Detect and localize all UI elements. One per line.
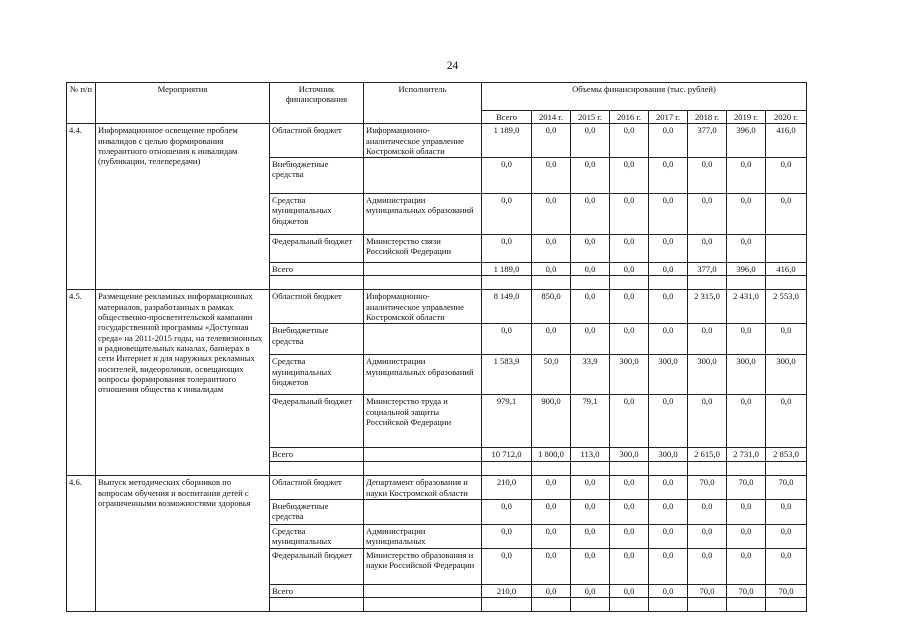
header-col: 2020 г.	[766, 111, 807, 124]
amount-cell: 0,0	[649, 124, 688, 158]
amount-cell: 0,0	[482, 499, 532, 524]
empty-cell	[571, 276, 610, 290]
funding-source: Средства муниципальных	[270, 524, 364, 548]
amount-cell: 300,0	[610, 355, 649, 395]
amount-cell: 0,0	[649, 324, 688, 355]
amount-cell: 0,0	[766, 548, 807, 584]
executor: Министерство труда и социальной защиты Российской Федерации	[364, 395, 482, 448]
amount-cell: 0,0	[688, 395, 727, 448]
amount-cell: 300,0	[649, 355, 688, 395]
amount-cell: 416,0	[766, 124, 807, 158]
amount-cell: 300,0	[766, 355, 807, 395]
amount-cell: 0,0	[766, 524, 807, 548]
amount-cell: 0,0	[688, 548, 727, 584]
header-col: 2014 г.	[532, 111, 571, 124]
empty-cell	[270, 597, 364, 611]
amount-cell: 0,0	[532, 263, 571, 276]
amount-cell: 0,0	[727, 524, 766, 548]
empty-cell	[482, 597, 532, 611]
empty-cell	[766, 462, 807, 476]
funding-source: Внебюджетные средства	[270, 158, 364, 194]
header-col: Всего	[482, 111, 532, 124]
amount-cell: 0,0	[571, 584, 610, 597]
amount-cell: 0,0	[649, 263, 688, 276]
amount-cell: 0,0	[766, 395, 807, 448]
funding-source: Всего	[270, 263, 364, 276]
event-description: Выпуск методических сборников по вопросам обучения и воспитания детей с ограниченными возможностями здоровья	[96, 476, 270, 611]
funding-source: Федеральный бюджет	[270, 548, 364, 584]
amount-cell: 0,0	[482, 158, 532, 194]
amount-cell: 0,0	[649, 476, 688, 500]
funding-source: Внебюджетные средства	[270, 324, 364, 355]
amount-cell: 70,0	[727, 584, 766, 597]
amount-cell: 0,0	[571, 158, 610, 194]
empty-cell	[571, 597, 610, 611]
table-body	[67, 124, 807, 612]
executor: Администрации муниципальных образований	[364, 355, 482, 395]
amount-cell: 2 553,0	[766, 290, 807, 324]
amount-cell: 0,0	[610, 395, 649, 448]
amount-cell: 0,0	[610, 584, 649, 597]
executor: Информационно-аналитическое управление Костромской области	[364, 290, 482, 324]
empty-cell	[364, 462, 482, 476]
amount-cell: 0,0	[688, 524, 727, 548]
amount-cell: 0,0	[727, 324, 766, 355]
amount-cell: 70,0	[766, 476, 807, 500]
executor	[364, 324, 482, 355]
amount-cell: 300,0	[688, 355, 727, 395]
amount-cell: 70,0	[688, 584, 727, 597]
amount-cell: 2 431,0	[727, 290, 766, 324]
amount-cell: 396,0	[727, 124, 766, 158]
event-description: Размещение рекламных информационных материалов, разработанных в рамках общественно-просветительской кампании государственной программы «Доступная среда» на 2011-2015 годы, на телевизионных и радиовещательных каналах, баннерах в сети Интернет и для наружных рекламных носителей, видеороликов, освещающих вопросы формирования толерантного отношения общества к инвалидам	[96, 290, 270, 476]
executor: Министерство образования и науки Российской Федерации	[364, 548, 482, 584]
executor	[364, 499, 482, 524]
executor	[364, 584, 482, 597]
amount-cell: 0,0	[766, 194, 807, 235]
empty-cell	[688, 462, 727, 476]
empty-cell	[610, 276, 649, 290]
amount-cell	[766, 235, 807, 263]
amount-cell: 2 731,0	[727, 448, 766, 462]
header-col: 2017 г.	[649, 111, 688, 124]
empty-cell	[364, 597, 482, 611]
header-col: 2016 г.	[610, 111, 649, 124]
amount-cell: 0,0	[532, 499, 571, 524]
amount-cell: 0,0	[610, 476, 649, 500]
amount-cell: 0,0	[532, 476, 571, 500]
header-col: 2015 г.	[571, 111, 610, 124]
header-source: Источник финансирования	[270, 83, 364, 124]
amount-cell: 70,0	[688, 476, 727, 500]
amount-cell: 0,0	[532, 194, 571, 235]
amount-cell: 10 712,0	[482, 448, 532, 462]
amount-cell: 0,0	[727, 158, 766, 194]
amount-cell: 0,0	[610, 324, 649, 355]
amount-cell: 0,0	[610, 499, 649, 524]
empty-cell	[532, 597, 571, 611]
funding-source: Федеральный бюджет	[270, 395, 364, 448]
header-col: 2019 г.	[727, 111, 766, 124]
amount-cell: 0,0	[610, 263, 649, 276]
amount-cell: 900,0	[532, 395, 571, 448]
amount-cell: 0,0	[649, 548, 688, 584]
empty-cell	[688, 276, 727, 290]
amount-cell: 0,0	[610, 158, 649, 194]
amount-cell: 0,0	[688, 158, 727, 194]
header-col: 2018 г.	[688, 111, 727, 124]
amount-cell: 0,0	[532, 584, 571, 597]
amount-cell: 1 189,0	[482, 124, 532, 158]
amount-cell: 0,0	[649, 235, 688, 263]
amount-cell: 0,0	[482, 324, 532, 355]
empty-cell	[649, 597, 688, 611]
amount-cell: 0,0	[610, 235, 649, 263]
amount-cell: 0,0	[532, 124, 571, 158]
amount-cell: 0,0	[649, 290, 688, 324]
amount-cell: 0,0	[688, 324, 727, 355]
amount-cell: 0,0	[532, 524, 571, 548]
amount-cell: 0,0	[688, 235, 727, 263]
amount-cell: 0,0	[532, 158, 571, 194]
amount-cell: 850,0	[532, 290, 571, 324]
executor: Министерство связи Российской Федерации	[364, 235, 482, 263]
event-number: 4.6.	[67, 476, 96, 611]
amount-cell: 210,0	[482, 584, 532, 597]
amount-cell: 2 853,0	[766, 448, 807, 462]
amount-cell: 300,0	[649, 448, 688, 462]
amount-cell: 0,0	[766, 499, 807, 524]
empty-cell	[766, 597, 807, 611]
amount-cell: 0,0	[649, 194, 688, 235]
empty-cell	[727, 276, 766, 290]
empty-cell	[727, 597, 766, 611]
event-number: 4.5.	[67, 290, 96, 476]
funding-source: Областной бюджет	[270, 290, 364, 324]
executor: Департамент образования и науки Костромской области	[364, 476, 482, 500]
empty-cell	[571, 462, 610, 476]
amount-cell: 0,0	[571, 263, 610, 276]
executor: Администрации муниципальных образований	[364, 194, 482, 235]
amount-cell: 0,0	[571, 290, 610, 324]
amount-cell: 0,0	[649, 524, 688, 548]
funding-table	[66, 82, 807, 612]
amount-cell: 0,0	[482, 548, 532, 584]
amount-cell: 2 615,0	[688, 448, 727, 462]
amount-cell: 70,0	[766, 584, 807, 597]
amount-cell: 0,0	[727, 235, 766, 263]
amount-cell: 0,0	[649, 158, 688, 194]
amount-cell: 1 800,0	[532, 448, 571, 462]
executor	[364, 448, 482, 462]
amount-cell: 0,0	[571, 524, 610, 548]
amount-cell: 0,0	[688, 499, 727, 524]
amount-cell: 0,0	[532, 548, 571, 584]
amount-cell: 0,0	[649, 395, 688, 448]
amount-cell: 416,0	[766, 263, 807, 276]
page-number: 24	[446, 60, 459, 72]
empty-cell	[532, 462, 571, 476]
funding-source: Областной бюджет	[270, 124, 364, 158]
table-row	[67, 124, 807, 158]
amount-cell: 70,0	[727, 476, 766, 500]
event-description: Информационное освещение проблем инвалидов с целью формирования толерантного отношения к инвалидам (публикации, телепередачи)	[96, 124, 270, 290]
amount-cell: 8 149,0	[482, 290, 532, 324]
funding-source: Средства муниципальных бюджетов	[270, 194, 364, 235]
amount-cell: 300,0	[727, 355, 766, 395]
funding-source: Федеральный бюджет	[270, 235, 364, 263]
amount-cell: 0,0	[727, 499, 766, 524]
amount-cell: 1 189,0	[482, 263, 532, 276]
amount-cell: 0,0	[727, 194, 766, 235]
amount-cell: 0,0	[571, 235, 610, 263]
amount-cell: 0,0	[482, 235, 532, 263]
amount-cell: 0,0	[482, 194, 532, 235]
amount-cell: 0,0	[571, 499, 610, 524]
funding-source: Всего	[270, 584, 364, 597]
header-event: Мероприятия	[96, 83, 270, 124]
amount-cell: 79,1	[571, 395, 610, 448]
empty-cell	[532, 276, 571, 290]
amount-cell: 0,0	[532, 324, 571, 355]
executor: Администрации муниципальных	[364, 524, 482, 548]
amount-cell: 1 583,9	[482, 355, 532, 395]
amount-cell: 0,0	[610, 290, 649, 324]
header-num: № п/п	[67, 83, 96, 124]
amount-cell: 0,0	[766, 324, 807, 355]
executor: Информационно-аналитическое управление Костромской области	[364, 124, 482, 158]
amount-cell: 0,0	[571, 548, 610, 584]
amount-cell: 300,0	[610, 448, 649, 462]
header-executor: Исполнитель	[364, 83, 482, 124]
funding-source: Всего	[270, 448, 364, 462]
table-header	[67, 83, 807, 124]
empty-cell	[364, 276, 482, 290]
amount-cell: 0,0	[727, 548, 766, 584]
amount-cell: 50,0	[532, 355, 571, 395]
amount-cell: 0,0	[571, 124, 610, 158]
empty-cell	[482, 276, 532, 290]
empty-cell	[610, 462, 649, 476]
amount-cell: 0,0	[610, 194, 649, 235]
funding-source: Средства муниципальных бюджетов	[270, 355, 364, 395]
amount-cell: 2 315,0	[688, 290, 727, 324]
empty-cell	[270, 462, 364, 476]
header-funding: Объемы финансирования (тыс. рублей)	[482, 83, 807, 111]
amount-cell: 0,0	[649, 499, 688, 524]
amount-cell: 0,0	[649, 584, 688, 597]
executor	[364, 158, 482, 194]
amount-cell: 0,0	[571, 324, 610, 355]
empty-cell	[610, 597, 649, 611]
table-row	[67, 476, 807, 500]
amount-cell: 396,0	[727, 263, 766, 276]
amount-cell: 377,0	[688, 124, 727, 158]
amount-cell: 113,0	[571, 448, 610, 462]
amount-cell: 979,1	[482, 395, 532, 448]
executor	[364, 263, 482, 276]
empty-cell	[727, 462, 766, 476]
empty-cell	[649, 276, 688, 290]
table-row	[67, 290, 807, 324]
amount-cell: 0,0	[688, 194, 727, 235]
amount-cell: 0,0	[610, 524, 649, 548]
amount-cell: 0,0	[532, 235, 571, 263]
empty-cell	[270, 276, 364, 290]
amount-cell: 210,0	[482, 476, 532, 500]
empty-cell	[482, 462, 532, 476]
empty-cell	[649, 462, 688, 476]
amount-cell: 0,0	[610, 548, 649, 584]
funding-source: Областной бюджет	[270, 476, 364, 500]
amount-cell: 0,0	[571, 194, 610, 235]
funding-source: Внебюджетные средства	[270, 499, 364, 524]
amount-cell: 377,0	[688, 263, 727, 276]
amount-cell: 33,9	[571, 355, 610, 395]
amount-cell: 0,0	[571, 476, 610, 500]
amount-cell: 0,0	[727, 395, 766, 448]
event-number: 4.4.	[67, 124, 96, 290]
amount-cell: 0,0	[766, 158, 807, 194]
amount-cell: 0,0	[482, 524, 532, 548]
empty-cell	[688, 597, 727, 611]
amount-cell: 0,0	[610, 124, 649, 158]
empty-cell	[766, 276, 807, 290]
